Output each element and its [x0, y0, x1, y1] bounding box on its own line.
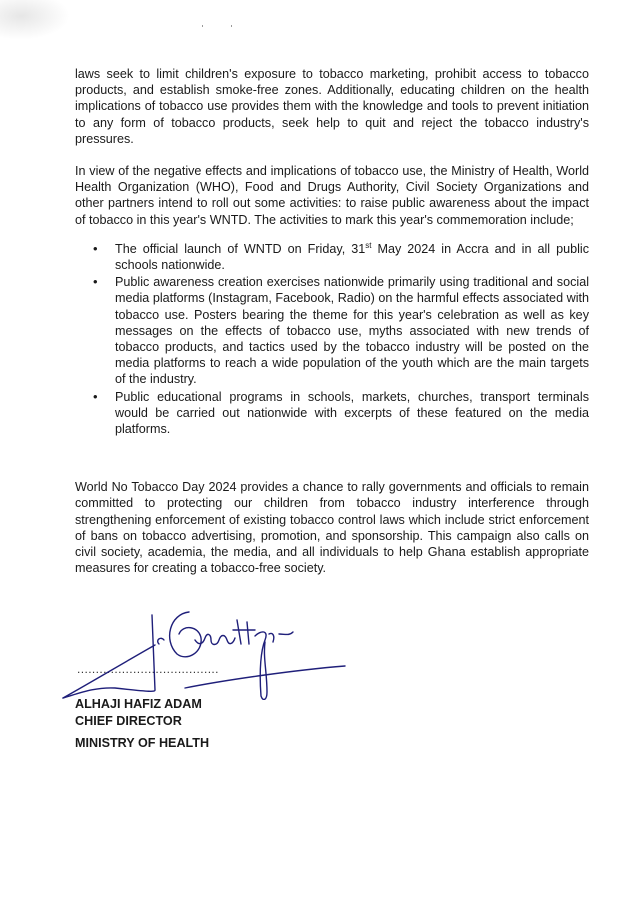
activity-item-launch [115, 241, 589, 273]
activities-list [75, 241, 589, 437]
activity-item-education: • Public educational programs in schools, markets, churches, transport terminals would be carried out nationwide with excerpts of these featured on the media platforms. [115, 389, 589, 438]
signature-dotted-line: ...................................... [77, 662, 219, 676]
handwritten-signature-icon [55, 600, 355, 700]
activity-text: The official launch of WNTD on Friday, 31 [115, 241, 366, 256]
letter-body [75, 66, 589, 576]
signatory-name: ALHAJI HAFIZ ADAM [75, 697, 202, 711]
signatory-details [75, 696, 209, 752]
paragraph-closing: World No Tobacco Day 2024 provides a chance to rally governments and officials to remain committed to protecting our children from tobacco industry interference through strengthening enforcement of existing tobacco control laws which include strict enforcement of bans on tobacco advertising, promotion, and sponsorship. This campaign also calls on civil society, academia, the media, and all individuals to help Ghana establish appropriate measures for creating a tobacco-free society. [75, 480, 589, 576]
signatory-organization: MINISTRY OF HEALTH [75, 736, 210, 750]
scan-speck [231, 25, 232, 27]
ordinal-suffix: st [365, 240, 372, 250]
signatory-title: CHIEF DIRECTOR [75, 714, 182, 728]
scan-speck [202, 25, 203, 27]
paragraph-intro-continuation: laws seek to limit children's exposure to tobacco marketing, prohibit access to tobacco products, and establish smoke-free zones. Additionally, educating children on the health implications of tobacco use provides them with the knowledge and tools to prevent initiation to any form of tobacco products, seek help to quit and reject the tobacco industry's pressures. [75, 67, 589, 146]
scan-smudge [0, 0, 70, 40]
paragraph-activities-intro: In view of the negative effects and implications of tobacco use, the Ministry of Health, World Health Organization (WHO), Food and Drugs Authority, Civil Society Organizations and other partners intend to roll out some activities: to raise public awareness about the impact of tobacco in this year's WNTD. The activities to mark this year's commemoration include; [75, 164, 589, 227]
activity-text: May 2024 in Accra and in all public schools nationwide. [115, 241, 589, 273]
activity-item-awareness: • Public awareness creation exercises nationwide primarily using traditional and social media platforms (Instagram, Facebook, Radio) on the harmful effects associated with tobacco use. Posters bearing the theme for this year's celebration as well as key messages on the effects of tobacco use, myths associated with new trends of tobacco products, and tactics used by the tobacco industry will be posted on the media platforms to reach a wide population of the youth which are the main targets of the industry. [115, 274, 589, 387]
